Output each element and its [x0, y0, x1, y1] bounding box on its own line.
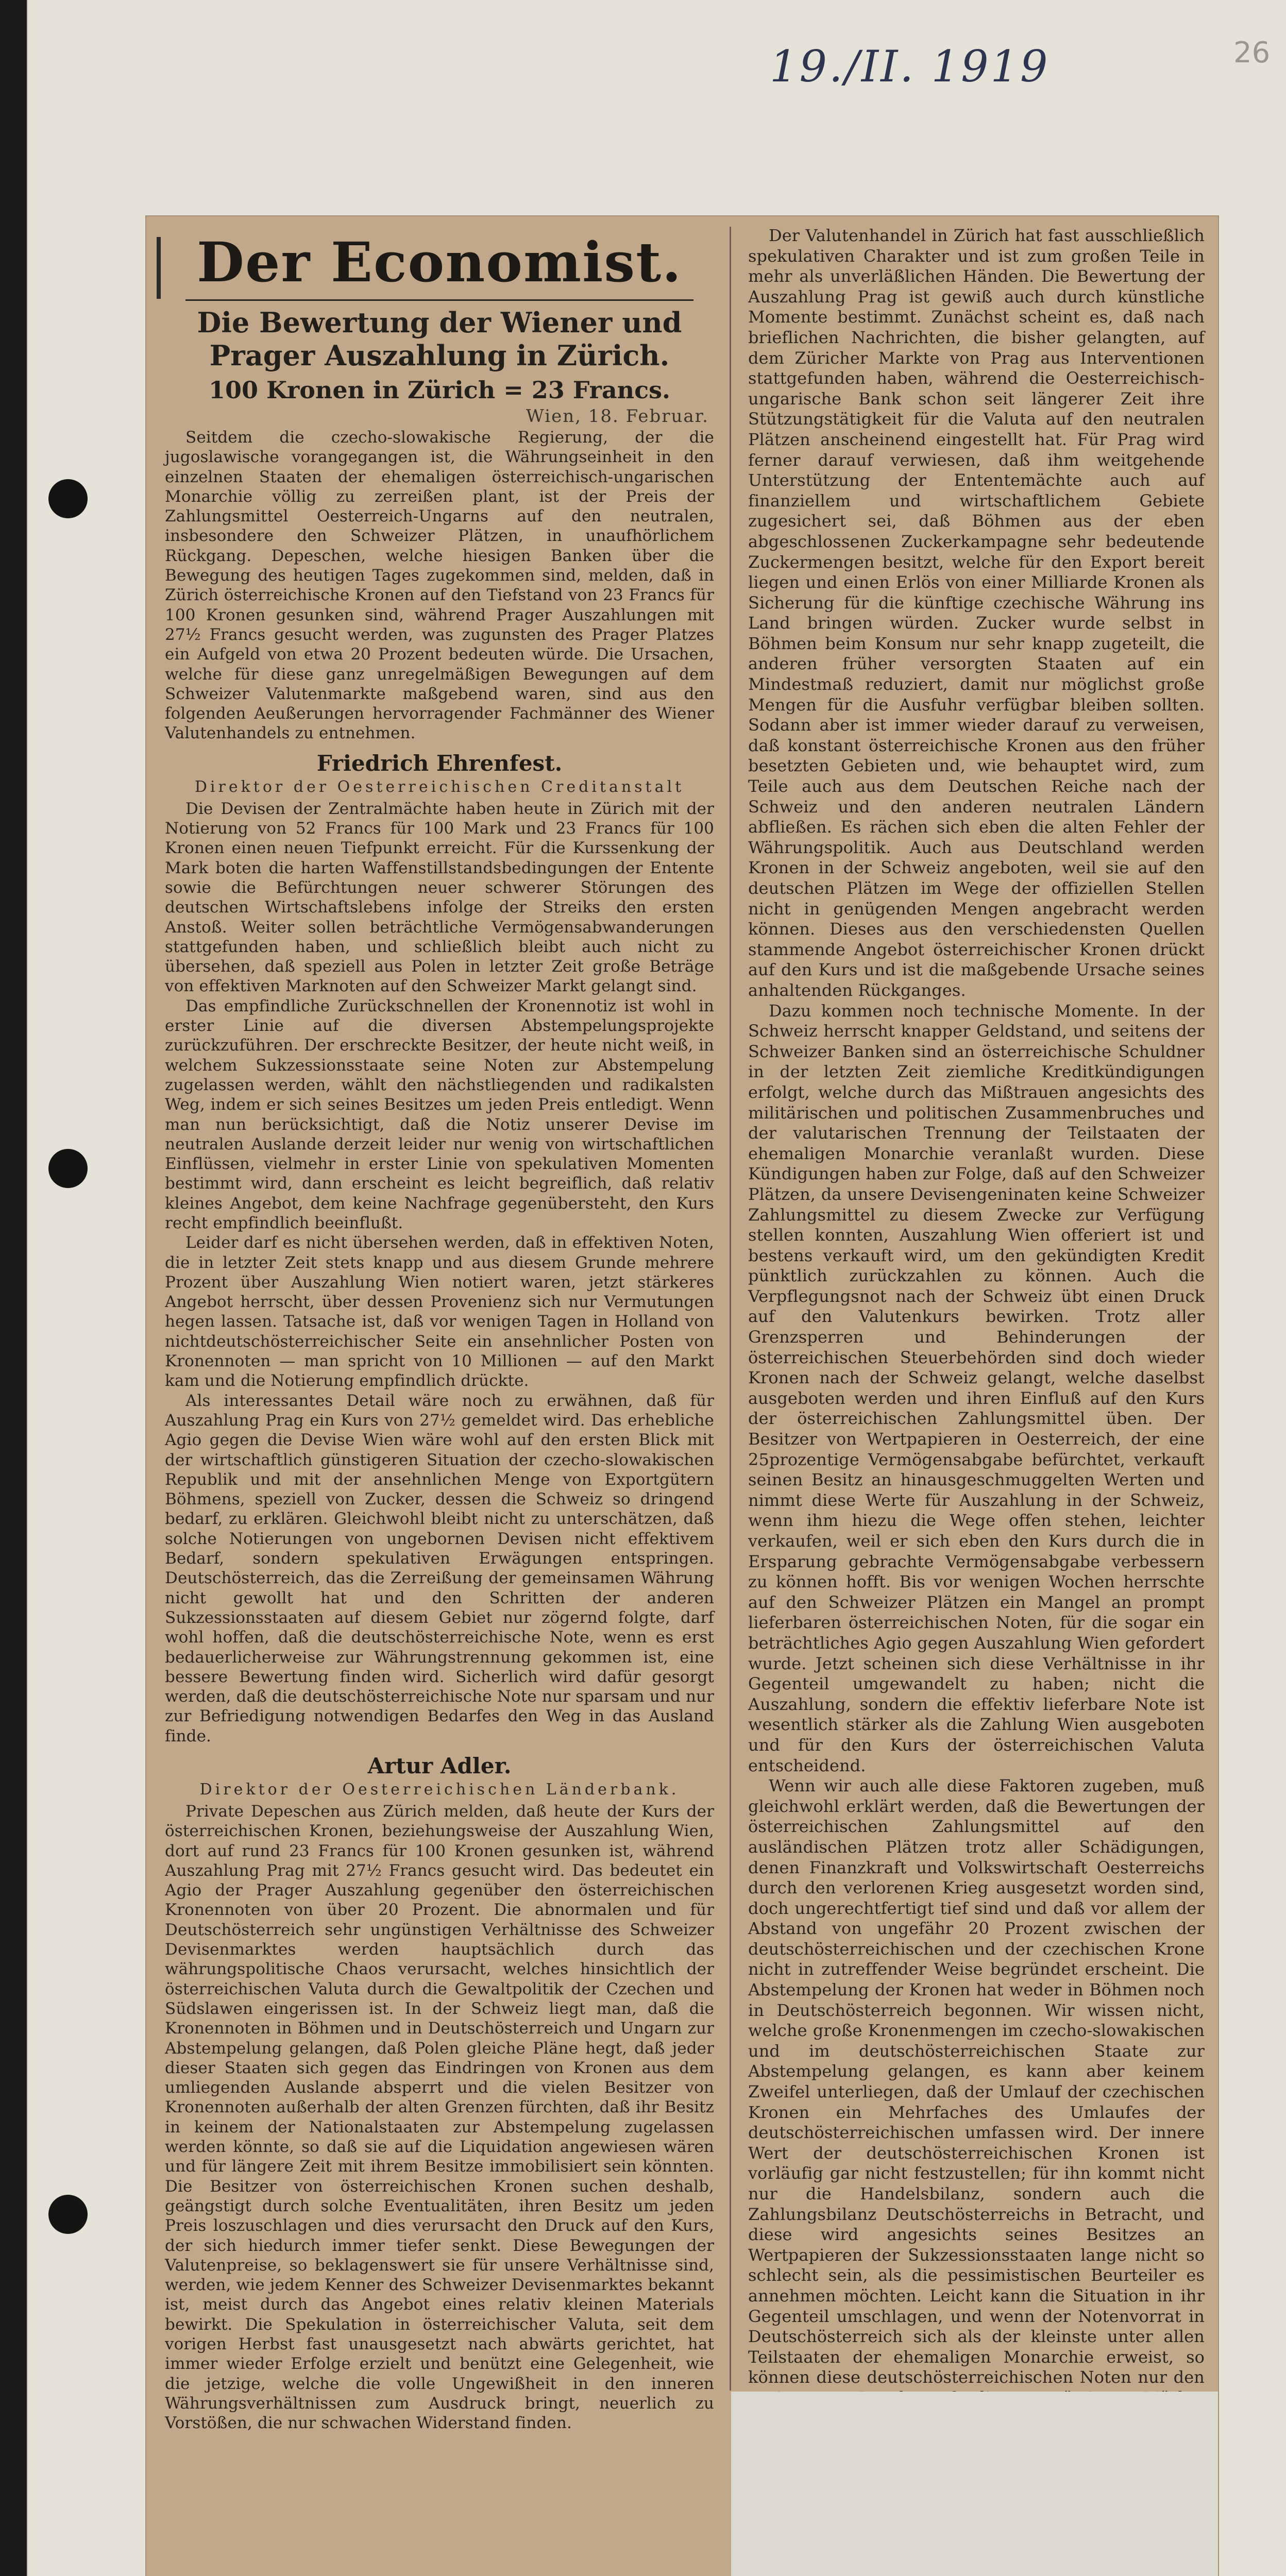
page-number: 26: [1233, 36, 1271, 70]
headline: Die Bewertung der Wiener und Prager Auszahlung in Zürich.: [197, 306, 682, 372]
punch-hole: [48, 479, 88, 518]
article-paragraph: Dazu kommen noch technische Momente. In der Schweiz herrscht knapper Geldstand, und seitens der Schweizer Banken sind an österreichische Schuldner in der letzten Zeit ziemliche Kreditkündigungen erfolgt, welche durch das Mißtrauen angesichts des militärischen und politischen Zusammenbruches und der valutarischen Trennung der Teilstaaten der ehemaligen Monarchie veranlaßt wurden. Diese Kündigungen haben zur Folge, daß auf den Schweizer Plätzen, da unsere Devisengeninaten keine Schweizer Zahlungsmittel zu diesem Zwecke zur Verfügung stellen konnten, Auszahlung Wien offeriert ist und bestens verkauft wird, um den gekündigten Kredit pünktlich zurückzahlen zu können. Auch die Verpflegungsnot nach der Schweiz übt einen Druck auf den Valutenkurs bewirken. Trotz aller Grenzsperren und Behinderungen der österreichischen Steuerbehörden sind doch wieder Kronen nach der Schweiz gelangt, welche daselbst ausgeboten werden und ihren Einfluß auf den Kurs der österreichischen Zahlungsmittel üben. Der Besitzer von Wertpapieren in Oesterreich, der eine 25prozentige Vermögensabgabe befürchtet, verkauft seinen Besitz an hinausgeschmuggelten Werten und nimmt diese Werte für Auszahlung in der Schweiz, wenn ihm hiezu die Wege offen stehen, leichter verkaufen, weil er sich eben den Kurs durch die in Ersparung gebrachte Vermögensabgabe verbessern zu können hofft. Bis vor wenigen Wochen herrschte auf den Schweizer Plätzen ein Mangel an prompt lieferbaren österreichischen Noten, für die sogar ein beträchtliches Agio gegen Auszahlung Wien gefordert wurde. Jetzt scheinen sich diese Verhältnisse in ihr Gegenteil umgewandelt zu haben; nicht die Auszahlung, sondern die effektiv lieferbare Note ist wesentlich stärker als die Zahlung Wien ausgeboten und für den Kurs der österreichischen Valuta entscheidend.: [748, 1001, 1205, 1775]
article-paragraph: Leider darf es nicht übersehen werden, daß in effektiven Noten, die in letzter Zeit stets knapp und aus diesem Grunde mehrere Prozent über Auszahlung Wien notiert waren, jetzt stärkeres Angebot herrscht, über dessen Provenienz sich nur Vermutungen hegen lassen. Tatsache ist, daß vor wenigen Tagen in Holland von nichtdeutschösterreichischer Seite ein ansehnlicher Posten von Kronennoten — man spricht von 10 Millionen — auf den Markt kam und die Notierung empfindlich drückte.: [165, 1233, 714, 1391]
archive-sheet: [27, 0, 1286, 2576]
clipping-cutout: [731, 2392, 1218, 2576]
dateline: Wien, 18. Februar.: [526, 406, 709, 427]
intro-paragraph: Seitdem die czecho-slowakische Regierung, der die jugoslawische vorangegangen ist, die Währungseinheit in den einzelnen Staaten der ehemaligen österreichisch-ungarischen Monarchie völlig zu zerreißen plant, ist der Preis der Zahlungsmittel Oesterreich-Ungarns auf den neutralen, insbesondere den Schweizer Plätzen, in unaufhörlichem Rückgang. Depeschen, welche hiesigen Banken über die Bewegung des heutigen Tages zugekommen sind, melden, daß in Zürich österreichische Kronen auf den Tiefstand von 23 Francs für 100 Kronen gesunken sind, während Prager Auszahlungen mit 27½ Francs gesucht werden, was zugunsten des Prager Platzes ein Aufgeld von etwa 20 Prozent bedeuten würde. Die Ursachen, welche für diese ganz unregelmäßigen Bewegungen auf dem Schweizer Valutenmarkte maßgebend waren, sind aus den folgenden Aeußerungen hervorragender Fachmänner des Wiener Valutenhandels zu entnehmen.: [165, 428, 714, 743]
section-title: Der Economist.: [197, 230, 682, 294]
article-paragraph: Wenn wir auch alle diese Faktoren zugeben, muß gleichwohl erklärt werden, daß die Bewertungen der österreichischen Zahlungsmittel auf den ausländischen Plätzen trotz aller Schädigungen, denen Finanzkraft und Volkswirtschaft Oesterreichs durch den verlorenen Krieg ausgesetzt worden sind, doch ungerechtfertigt tief sind und daß vor allem der Abstand von ungefähr 20 Prozent zwischen der deutschösterreichischen und der czechischen Krone nicht in zutreffender Weise begründet erscheint. Die Abstempelung der Kronen hat weder in Böhmen noch in Deutschösterreich begonnen. Wir wissen nicht, welche große Kronenmengen im czecho-slowakischen und im deutschösterreichischen Staate zur Abstempelung gelangen, es kann aber keinem Zweifel unterliegen, daß der Umlauf der czechischen Kronen ein Mehrfaches des Umlaufes der deutschösterreichischen umfassen wird. Der innere Wert der deutschösterreichischen Kronen ist vorläufig gar nicht festzustellen; für ihn kommt nicht nur die Handelsbilanz, sondern auch die Zahlungsbilanz Deutschösterreichs in Betracht, und diese wird angesichts seines Besitzes an Wertpapieren der Sukzessionsstaaten lange nicht so schlecht sein, als die pessimistischen Beurteiler es annehmen möchten. Leicht kann die Situation in ihr Gegenteil umschlagen, und wenn der Notenvorrat in Deutschösterreich sich als der kleinste unter allen Teilstaaten der ehemaligen Monarchie erweist, so können diese deutschösterreichischen Noten nur den: [748, 1776, 1205, 2387]
clipping-column-left: [146, 216, 729, 2576]
article-paragraph: Der Valutenhandel in Zürich hat fast ausschließlich spekulativen Charakter und ist zum großen Teile in mehr als unverläßlichen Händen. Die Bewertung der Auszahlung Prag ist gewiß auch durch künstliche Momente bestimmt. Zunächst scheint es, daß nach brieflichen Nachrichten, die bisher gelangten, auf dem Züricher Markte von Prag aus Interventionen stattgefunden haben, während die Oesterreichisch-ungarische Bank schon seit längerer Zeit ihre Stützungstätigkeit für die Valuta auf den neutralen Plätzen anscheinend eingestellt hat. Für Prag wird ferner darauf verwiesen, daß ihm weitgehende Unterstützung der Ententemächte auch auf finanziellem und wirtschaftlichem Gebiete zugesichert sei, daß Böhmen aus der eben abgeschlossenen Zuckerkampagne sehr bedeutende Zuckermengen besitzt, welche für den Export bereit liegen und einen Erlös von einer Milliarde Kronen als Sicherung für die künftige czechische Währung ins Land bringen würden. Zucker wurde selbst in Böhmen beim Konsum nur sehr knapp zugeteilt, die anderen früher versorgten Staaten auf ein Mindestmaß reduziert, damit nur möglichst große Mengen für die Ausfuhr verfügbar bleiben sollten. Sodann aber ist immer wieder darauf zu verweisen, daß konstant österreichische Kronen aus den früher besetzten Gebieten und, wie behauptet wird, zum Teile auch aus dem Deutschen Reiche nach der Schweiz und den anderen neutralen Ländern abfließen. Es rächen sich eben die alten Fehler der Währungspolitik. Auch aus Deutschland werden Kronen in der Schweiz angeboten, weil sie auf den deutschen Plätzen im Wege der offiziellen Stellen nicht in genügenden Mengen angebracht werden können. Dieses aus den verschiedensten Quellen stammende Angebot österreichischer Kronen drückt auf den Kurs und ist die maßgebende Ursache seines anhaltenden Rückganges.: [748, 226, 1205, 1000]
expert-byline: Artur Adler.: [367, 1753, 512, 1778]
expert-affiliation: Direktor der Oesterreichischen Creditanstalt: [194, 777, 685, 796]
punch-hole: [48, 1149, 88, 1188]
article-paragraph: Als interessantes Detail wäre noch zu erwähnen, daß für Auszahlung Prag ein Kurs von 27½ gemeldet wird. Das erhebliche Agio gegen die Devise Wien wäre wohl auf den ersten Blick mit der wirtschaftlich günstigeren Situation der czecho-slowakischen Republik und mit der ansehnlichen Menge von Exportgütern Böhmens, speziell von Zucker, dessen die Schweiz so dringend bedarf, zu erklären. Gleichwohl bleibt nicht zu unterschätzen, daß solche Notierungen von ungebornen Devisen nicht effektivem Bedarf, sondern spekulativen Erwägungen entspringen. Deutschösterreich, das die Zerreißung der gemeinsamen Währung nicht gewollt hat und den Schritten der anderen Sukzessionsstaaten auf diesem Gebiet nur zögernd folgte, darf wohl hoffen, daß die deutschösterreichische Note, wenn es erst bedauerlicherweise zur Währungstrennung gekommen ist, eine bessere Bewertung finden wird. Sicherlich wird dafür gesorgt werden, daß die deutschösterreichische Note nur sparsam und nur zur Befriedigung notwendigen Bedarfes den Weg in das Ausland finde.: [165, 1391, 714, 1745]
title-rule: [185, 299, 693, 301]
newspaper-clipping: [146, 216, 1218, 2576]
punch-hole: [48, 2195, 88, 2234]
column-divider: [730, 227, 731, 2391]
clipping-column-right: [734, 216, 1218, 2391]
subheadline: 100 Kronen in Zürich = 23 Francs.: [208, 376, 671, 404]
expert-affiliation: Direktor der Oesterreichischen Länderbank.: [199, 1781, 680, 1799]
expert-byline: Friedrich Ehrenfest.: [316, 750, 563, 776]
article-paragraph: Die Devisen der Zentralmächte haben heute in Zürich mit der Notierung von 52 Francs für 100 Mark und 23 Francs für 100 Kronen einen neuen Tiefpunkt erreicht. Für die Kurssenkung der Mark boten die harten Waffenstillstandsbedingungen der Entente sowie die Befürchtungen neuer schwerer Störungen des deutschen Wirtschaftslebens infolge der Streiks den ersten Anstoß. Weiter sollen beträchtliche Vermögensabwanderungen stattgefunden haben, und schließlich bleibt auch nicht zu übersehen, daß speziell aus Polen in letzter Zeit große Beträge von effektiven Marknoten auf den Schweizer Markt gelangt sind.: [165, 799, 714, 996]
article-paragraph: Private Depeschen aus Zürich melden, daß heute der Kurs der österreichischen Kronen, beziehungsweise der Auszahlung Wien, dort auf rund 23 Francs für 100 Kronen gesunken ist, während Auszahlung Prag mit 27½ Francs gesucht wird. Das bedeutet ein Agio der Prager Auszahlung gegenüber den österreichischen Kronennoten von über 20 Prozent. Die abnormalen und für Deutschösterreich sehr ungünstigen Verhältnisse des Schweizer Devisenmarktes werden hauptsächlich durch das währungspolitische Chaos verursacht, welches hinsichtlich der österreichischen Valuta durch die Gewaltpolitik der Czechen und Südslawen eingerissen ist. In der Schweiz liegt man, daß die Kronennoten in Böhmen und in Deutschösterreich und Ungarn zur Abstempelung gelangen, daß Polen gleiche Pläne hegt, daß jeder dieser Staaten sich gegen das Eindringen von Kronen aus dem umliegenden Auslande absperrt und die vielen Besitzer von Kronennoten außerhalb der alten Grenzen fürchten, daß ihr Besitz in keinem der Nationalstaaten zur Abstempelung zugelassen werden könnte, so daß sie auf die Liquidation angewiesen wären und für längere Zeit mit ihrem Besitze immobilisiert sein könnten. Die Besitzer von österreichischen Kronen suchen deshalb, geängstigt durch solche Eventualitäten, ihren Besitz um jeden Preis loszuschlagen und dies verursacht den Druck auf den Kurs, der sich hiedurch immer tiefer senkt. Diese Bewegungen der Valutenpreise, so beklagenswert sie für unsere Verhältnisse sind, werden, wie jedem Kenner des Schweizer Devisenmarktes bekannt ist, meist durch das Angebot eines relativ kleinen Materials bewirkt. Die Spekulation in österreichischer Valuta, seit dem vorigen Herbst fast unausgesetzt nach abwärts gerichtet, hat immer wieder Erfolge erzielt und benützt eine Gelegenheit, wie die jetzige, welche die volle Ungewißheit in den inneren Währungsverhältnissen zum Ausdruck bringt, neuerlich zu Vorstößen, die nur schwachen Widerstand finden.: [165, 1802, 714, 2433]
article-paragraph: Das empfindliche Zurückschnellen der Kronennotiz ist wohl in erster Linie auf die diversen Abstempelungsprojekte zurückzuführen. Der erschreckte Besitzer, der heute nicht weiß, in welchem Sukzessionsstaate seine Noten zur Abstempelung zugelassen werden, wählt den nächstliegenden und radikalsten Weg, indem er sich seines Besitzes um jeden Preis entledigt. Wenn man nun berücksichtigt, daß die Notiz unserer Devise im neutralen Auslande derzeit leider nur wenig von wirtschaftlichen Einflüssen, vielmehr in erster Linie von spekulativen Momenten bestimmt wird, dann erscheint es leicht begreiflich, daß relativ kleines Angebot, dem keine Nachfrage gegenübersteht, den Kurs recht empfindlich beeinflußt.: [165, 996, 714, 1232]
handwritten-date: 19./II. 1919: [770, 41, 1050, 92]
